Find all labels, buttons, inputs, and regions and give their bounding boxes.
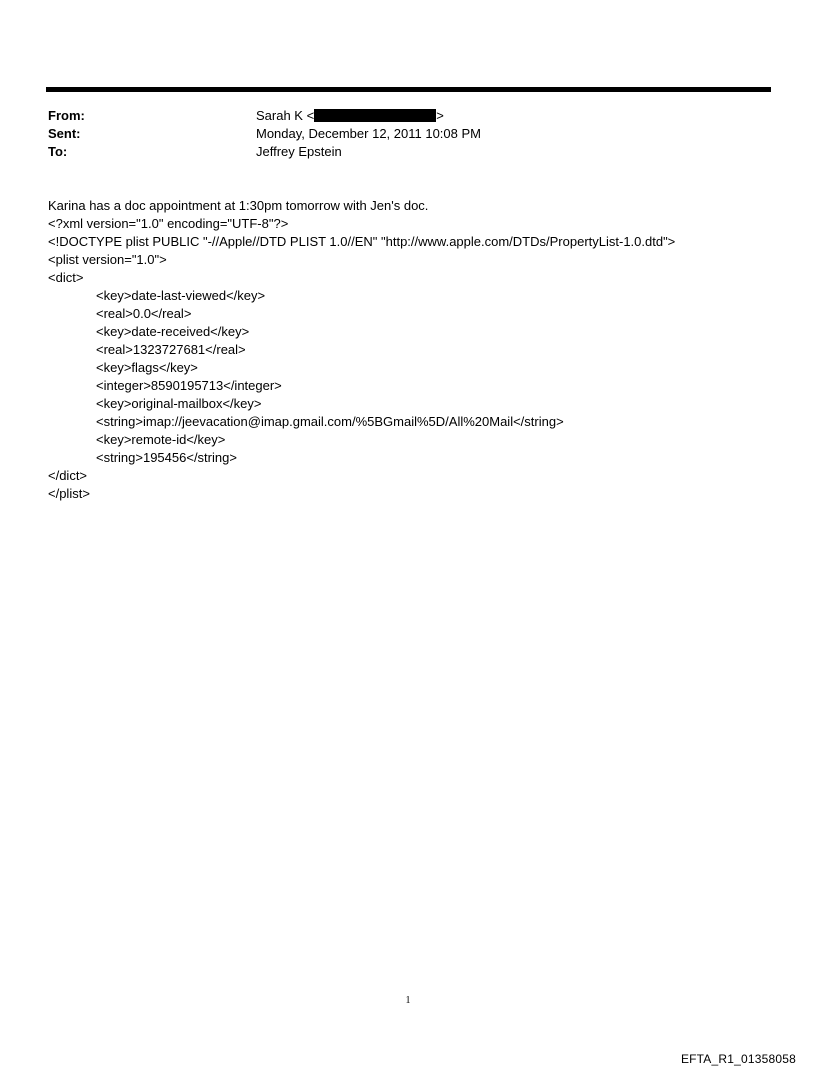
sender-close-bracket: > xyxy=(436,108,444,123)
sent-row xyxy=(48,125,748,143)
dict-close-line: </dict> xyxy=(48,468,88,483)
redaction-block xyxy=(314,109,436,122)
message-line: Karina has a doc appointment at 1:30pm tomorrow with Jen's doc. xyxy=(48,198,429,213)
sent-value: Monday, December 12, 2011 10:08 PM xyxy=(256,126,481,141)
to-label: To: xyxy=(48,144,68,159)
document-id: EFTA_R1_01358058 xyxy=(680,1052,796,1066)
page-number: 1 xyxy=(405,995,411,1006)
doctype-line: <!DOCTYPE plist PUBLIC "-//Apple//DTD PLIST 1.0//EN" "http://www.apple.com/DTDs/PropertyList-1.0.dtd"> xyxy=(48,234,676,249)
plist-entry-line: <string>195456</string> xyxy=(96,450,237,465)
email-body xyxy=(48,197,788,503)
plist-open-line: <plist version="1.0"> xyxy=(48,252,167,267)
plist-entry-line: <key>flags</key> xyxy=(96,360,198,375)
plist-entry-line: <key>date-last-viewed</key> xyxy=(96,288,266,303)
from-value xyxy=(256,107,444,125)
sent-label: Sent: xyxy=(48,126,81,141)
header-divider xyxy=(46,87,771,92)
email-header xyxy=(48,107,748,161)
plist-entry-line: <key>original-mailbox</key> xyxy=(96,396,262,411)
plist-entry-line: <string>imap://jeevacation@imap.gmail.com/%5BGmail%5D/All%20Mail</string> xyxy=(96,414,564,429)
plist-close-line: </plist> xyxy=(48,486,90,501)
from-row xyxy=(48,107,748,125)
plist-entry-line: <key>remote-id</key> xyxy=(96,432,226,447)
dict-open-line: <dict> xyxy=(48,270,84,285)
plist-entry-line: <integer>8590195713</integer> xyxy=(96,378,282,393)
to-value: Jeffrey Epstein xyxy=(256,144,342,159)
plist-entry-line: <real>0.0</real> xyxy=(96,306,192,321)
to-row xyxy=(48,143,748,161)
xml-declaration-line: <?xml version="1.0" encoding="UTF-8"?> xyxy=(48,216,289,231)
plist-entry-line: <real>1323727681</real> xyxy=(96,342,246,357)
plist-entry-line: <key>date-received</key> xyxy=(96,324,250,339)
from-label: From: xyxy=(48,108,85,123)
sender-name: Sarah K < xyxy=(256,108,315,123)
